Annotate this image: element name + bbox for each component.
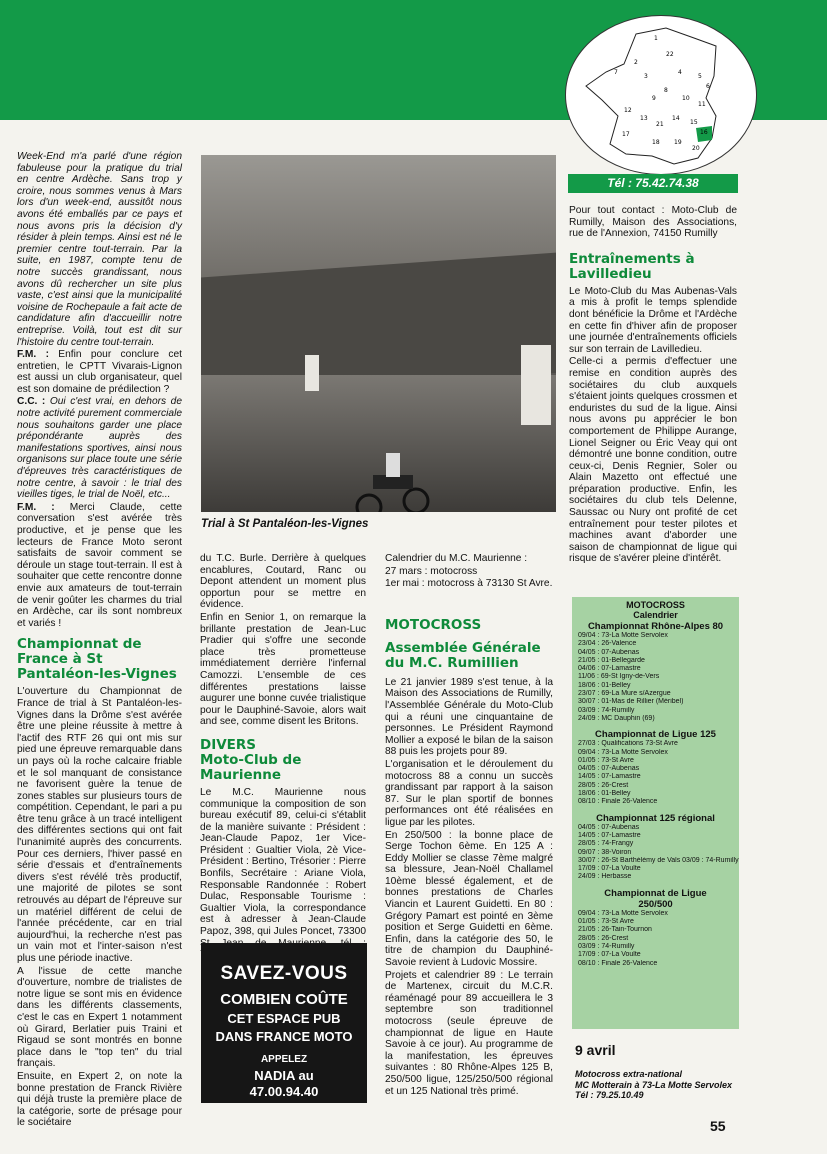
map-label: 23	[730, 157, 738, 164]
calendar-heading: Calendrier	[633, 609, 678, 620]
calendar-section-3	[572, 824, 739, 882]
calendar-heading: MOTOCROSS	[626, 600, 685, 610]
ad-line: DANS FRANCE MOTO	[215, 1029, 353, 1044]
calendar-row: 18/06 : 01-Belley	[578, 681, 631, 689]
article-paragraph: Ensuite, en Expert 2, on note la bonne prestation de Franck Rivière qui déjà truste la première place de la catégorie, sorte de présage pour le sociétaire	[17, 1070, 182, 1129]
calendar-section-1	[572, 632, 739, 723]
ad-line: COMBIEN COÛTE	[220, 991, 348, 1008]
calendar-row: 03/09 : 74-Rumilly	[578, 942, 635, 950]
article-paragraph: Celle-ci a permis d'effectuer une remise en condition auprès des sociétaires du club auxquels s'étaient joints quelques crossmen et enduristes du sud de la ligue. Ainsi nous avons pu apprécier le bon comportement de Philippe Aurange, Lionel Seigner ou Éric Veay qui ont démontré une bonne condition, outre ceux-ci, Denis Regnier, Soler ou Alain Mazetto ont effectué une préparation productive. Enfin, les sociétaires du club tels Delenne, Saussac ou Nury ont profité de cet entraînement pour tester pilotes et machines avant d'aborder une saison de championnat de ligue qui risque de s'avérer pleine d'intérêt.	[569, 356, 737, 565]
calendar-row: 04/05 : 07-Aubenas	[578, 823, 640, 831]
article-paragraph: L'ouverture du Championnat de France de trial à St Pantaléon-les-Vignes dans la Drôme s'est avérée être une pleine réussite à mettre à l'actif des RTF 26 qui ont mis sur pied une épreuve remarquable dans un pays où la roche calcaire friable et le sol manquant de consistance ne favorisent guère la tenue de zones stables sur plusieurs tours de compétition. Cependant, le pari a pu être tenu grâce à un tracé intelligent des différentes sections qui ont fait l'unanimité auprès des concurrents. Pour ces derniers, l'hiver passé en série d'essais et d'entraînements divers s'est révélé très productif, une majorité de pilotes se sont retrouvés au départ de l'épreuve sur un matériel différent de celui de l'année précédente, car en trial aujourd'hui, la recherche n'est pas un vain mot et l'inter-saison n'est plus une période inactive.	[17, 686, 182, 964]
motocross-calendar	[572, 597, 739, 1029]
map-label: 10	[682, 95, 690, 102]
calendar-row: 30/07 : 26-St Barthélémy de Vals 03/09 : 74-Rumilly	[578, 856, 739, 864]
motorcycle-rider-icon	[201, 155, 556, 512]
map-label: 2	[634, 59, 638, 66]
map-label: 7	[614, 69, 618, 76]
calendar-section-title: Championnat Rhône-Alpes 80	[587, 621, 724, 632]
calendar-row: 01/05 : 73-St Avre	[578, 756, 634, 764]
trial-photo	[201, 155, 556, 512]
calendar-line: 1er mai : motocross à 73130 St Avre.	[385, 578, 553, 590]
map-label: 12	[624, 107, 632, 114]
column-3	[385, 553, 553, 1098]
map-label: 22	[666, 51, 674, 58]
calendar-section-4	[572, 910, 739, 968]
calendar-row: 04/05 : 07-Aubenas	[578, 765, 640, 773]
article-paragraph: Enfin en Senior 1, on remarque la brillante prestation de Jean-Luc Pradier qui s'offre une seconde place très prometteuse immédiatement derrière l'infernal Camozzi. L'ensemble de ces différentes prestations laisse augurer une bonne cuvée trialistique pour le Dauphiné-Savoie, alors wait and see, comme disent les Britons.	[200, 611, 366, 728]
calendar-row: 08/10 : Finale 26-Valence	[578, 798, 658, 806]
interview-fm-2: F.M. : Merci Claude, cette conversation s'est avérée très productive, et je pense que les lecteurs de France Moto seront satisfaits de savoir comment se déroule un stage tout-terrain. Il est à souhaiter que cette rencontre donne envie aux amateurs de tout-terrain de venir goûter les charmes du trial en Ardèche, car ils sont nombreux et variés !	[17, 501, 182, 629]
article-paragraph: du T.C. Burle. Derrière à quelques encablures, Coutard, Ranc ou Depont attendent un moment plus opportun pour se mettre en évidence.	[200, 553, 366, 611]
calendar-row: 14/05 : 07-Lamastre	[578, 773, 641, 781]
map-label: 20	[692, 145, 700, 152]
article-paragraph: Le 21 janvier 1989 s'est tenue, à la Maison des Associations de Rumilly, l'Assemblée Générale du Moto-Club qui a réuni une cinquantaine de personnes. Le Président Raymond Mollier a exposé le bilan de la saison 88 puis les projets pour 89.	[385, 676, 553, 758]
article-paragraph: Le M.C. Maurienne nous communique la composition de son bureau exécutif 89, celui-ci s'établit de la manière suivante : Président : Jean-Claude Papoz, 1er Vice-Président : Gualtier Viola, 2è Vice-Président : Bertino, Trésorier : Pierre Bonfils, Secrétaire : Ariane Viola, Responsable Randonnée : Robert Dulac, Responsable Tourisme : Gualtier Viola, la correspondance est à adresser à Jean-Claude Papoz, 398, qui Jules Poncet, 73300	[200, 786, 366, 938]
page-number: 55	[710, 1118, 726, 1134]
calendar-row: 09/07 : 38-Voiron	[578, 848, 632, 856]
event-date: 9 avril	[575, 1042, 616, 1058]
article-paragraph: Projets et calendrier 89 : Le terrain de Martenex, circuit du M.C.R. réaménagé pour 89 accueillera le 3 septembre son traditionnel motocross (seule épreuve de championnat de ligue en Haute Savoie à ce jour). Au programme de la manifestation, les épreuves suivantes : 80 Rhône-Alpes 125 B, 250/500 ligue, 125/250/500 régional et un 125 National très primé.	[385, 969, 553, 1097]
heading-championnat-france: Championnat de France à St Pantaléon-les-Vignes	[17, 636, 177, 683]
calendar-section-title: Championnat 125 régional	[596, 812, 715, 824]
calendar-row: 09/04 : 73-La Motte Servolex	[578, 632, 668, 639]
heading-moto-club-maurienne: Moto-Club de Maurienne	[200, 751, 302, 783]
calendar-section-title: Championnat de Ligue 125	[595, 729, 716, 741]
calendar-row: 28/05 : 74-Frangy	[578, 840, 634, 848]
map-label: 14	[672, 115, 680, 122]
calendar-row: 28/05 : 26-Crest	[578, 781, 629, 789]
calendar-line: 27 mars : motocross	[385, 565, 478, 577]
calendar-title: Calendrier du M.C. Maurienne :	[385, 553, 528, 564]
map-label: 6	[706, 83, 710, 90]
map-label: 4	[678, 69, 682, 76]
calendar-row: 18/06 : 01-Belley	[578, 790, 631, 798]
ad-line: SAVEZ-VOUS	[220, 963, 348, 984]
event-details	[575, 1069, 732, 1101]
map-label: 11	[698, 101, 706, 108]
map-label: 15	[690, 119, 698, 126]
calendar-row: 17/09 : 07-La Voulte	[578, 951, 641, 959]
column-1	[17, 151, 182, 1130]
photo-caption: Trial à St Pantaléon-les-Vignes	[201, 518, 369, 530]
calendar-row: 21/05 : 26-Tain-Tournon	[578, 926, 652, 934]
article-paragraph: Le Moto-Club du Mas Aubenas-Vals a mis à profit le temps splendide dont bénéficie la Drôme et l'Ardèche en cette fin d'hiver afin de proposer une journée d'entraînements officiels sur son terrain de Lavilledieu.	[569, 285, 737, 355]
interview-fm-1: F.M. : Enfin pour conclure cet entretien, le CPTT Vivarais-Lignon est aussi un club organisateur, quel est son domaine de prédilection ?	[17, 349, 182, 395]
map-label: 13	[640, 115, 648, 122]
france-map-icon	[566, 16, 756, 174]
calendar-row: 30/07 : 01-Mas de Rillier (Méribel)	[578, 698, 684, 706]
ad-line: CET ESPACE PUB	[227, 1011, 341, 1026]
ad-line: APPELEZ	[260, 1054, 308, 1065]
france-map	[565, 15, 757, 175]
column-4	[569, 205, 737, 566]
calendar-row: 08/10 : Finale 26-Valence	[578, 959, 658, 967]
calendar-section-title: Championnat de Ligue	[604, 887, 707, 899]
calendar-row: 24/09 : Herbasse	[578, 873, 632, 881]
advertisement-box	[201, 943, 367, 1103]
calendar-row: 03/09 : 74-Rumilly	[578, 706, 635, 714]
map-label: 8	[664, 87, 668, 94]
event-title: Motocross extra-national	[575, 1069, 683, 1079]
map-label: 5	[698, 73, 702, 80]
column-2	[200, 553, 366, 962]
heading-assemblee-generale: Assemblée Générale du M.C. Rumillien	[385, 639, 541, 671]
event-phone: Tél : 79.25.10.49	[575, 1090, 644, 1100]
calendar-row: 27/03 : Qualifications 73-St Avre	[578, 740, 678, 748]
calendar-row: 24/09 : MC Dauphin (69)	[578, 714, 655, 722]
map-label: 9	[652, 95, 656, 102]
calendar-row: 23/07 : 69-La Mure s/Azergue	[578, 690, 671, 698]
heading-motocross: MOTOCROSS	[385, 616, 482, 633]
map-label: 3	[644, 73, 648, 80]
calendar-section-title: 250/500	[638, 898, 673, 910]
interview-cc: C.C. : Oui c'est vrai, en dehors de notre activité purement commerciale nous souhaitons garder une place prépondérante auprès des manifestations sportives, ainsi nous organisons sur place toute une série d'épreuves très caractéristiques de notre centre, à savoir : le trial des vieilles tiges, le trial de Noël, etc...	[17, 396, 182, 501]
calendar-row: 01/05 : 73-St Avre	[578, 918, 634, 926]
map-label: 1	[654, 35, 658, 42]
heading-divers: DIVERS	[200, 736, 257, 753]
calendar-row: 11/06 : 69-St Igny-de-Vers	[578, 673, 660, 681]
calendar-row: 09/04 : 73-La Motte Servolex	[578, 909, 668, 917]
calendar-row: 04/06 : 07-Lamastre	[578, 665, 641, 673]
map-label: 21	[656, 121, 664, 128]
calendar-row: 17/09 : 07-La Voulte	[578, 865, 641, 873]
calendar-row: 09/04 : 73-La Motte Servolex	[578, 748, 668, 756]
event-location: MC Motterain à 73-La Motte Servolex	[575, 1079, 733, 1090]
article-paragraph: L'organisation et le déroulement du motocross 88 a connu un succès grandissant par rapport à la saison 87. Sur le plan sportif de bonnes performances ont été réalisées en ligue par les pilotes.	[385, 758, 553, 828]
article-paragraph: En 250/500 : la bonne place de Serge Tochon 6ème. En 125 A : Eddy Mollier se classe 7ème malgré sa blessure, Jean-Noël Challamel 10ème blessé également, et de bonnes prestations de Charles Viancin et Laurent Guidetti. En 80 : Grégory Pamart est pointé en 3ème position et Serge Guidetti en 6ème. Enfin, dans la catégorie des 50, le titre de champion du Dauphiné-Savoie revient à Ludovic Mossire.	[385, 829, 553, 969]
calendar-row: 04/05 : 07-Aubenas	[578, 648, 640, 656]
calendar-row: 14/05 : 07-Lamastre	[578, 831, 641, 839]
intro-paragraph: Week-End m'a parlé d'une région fabuleuse pour la pratique du trial en centre Ardèche. Sans trop y croire, nous sommes venus à Mars lors d'un week-end, aussitôt nous avons été emballés par ce pays et nous avons pris la décision d'y résider à plein temps. Ainsi est né le premier centre tout-terrain. Par la suite, en 1987, compte tenu de notre succès grandissant, nous avons dû rechercher un site plus vaste, c'est ainsi que la municipalité voisine de Rochepaule a fait acte de candidature afin d'accueillir notre entreprise. Voilà, tout est dit sur l'histoire du centre tout-terrain.	[17, 151, 182, 348]
calendar-row: 28/05 : 26-Crest	[578, 934, 629, 942]
ad-line: NADIA au	[254, 1068, 314, 1083]
article-paragraph: A l'issue de cette manche d'ouverture, nombre de trialistes de notre ligue se sont mis en évidence dans les différents classements, c'est le cas en Expert 1 notamment où Girard, Berlatier puis Traini et Rigaud se sont montrés en bonne place dans le "top ten" du trial français.	[17, 965, 182, 1070]
calendar-row: 23/04 : 26-Valence	[578, 640, 637, 648]
heading-entrainements: Entraînements à Lavilledieu	[569, 250, 695, 282]
map-label: 16	[700, 129, 708, 136]
map-label: 18	[652, 139, 660, 146]
ad-phone: 47.00.94.40	[249, 1084, 319, 1099]
map-label: 17	[622, 131, 630, 138]
telephone-banner: Tél : 75.42.74.38	[568, 174, 738, 193]
calendar-section-2	[572, 740, 739, 806]
map-label: 19	[674, 139, 682, 146]
contact-paragraph: Pour tout contact : Moto-Club de Rumilly, Maison des Associations, rue de l'Annexion, 74150 Rumilly	[569, 205, 737, 240]
calendar-row: 21/05 : 01-Bellegarde	[578, 656, 645, 664]
